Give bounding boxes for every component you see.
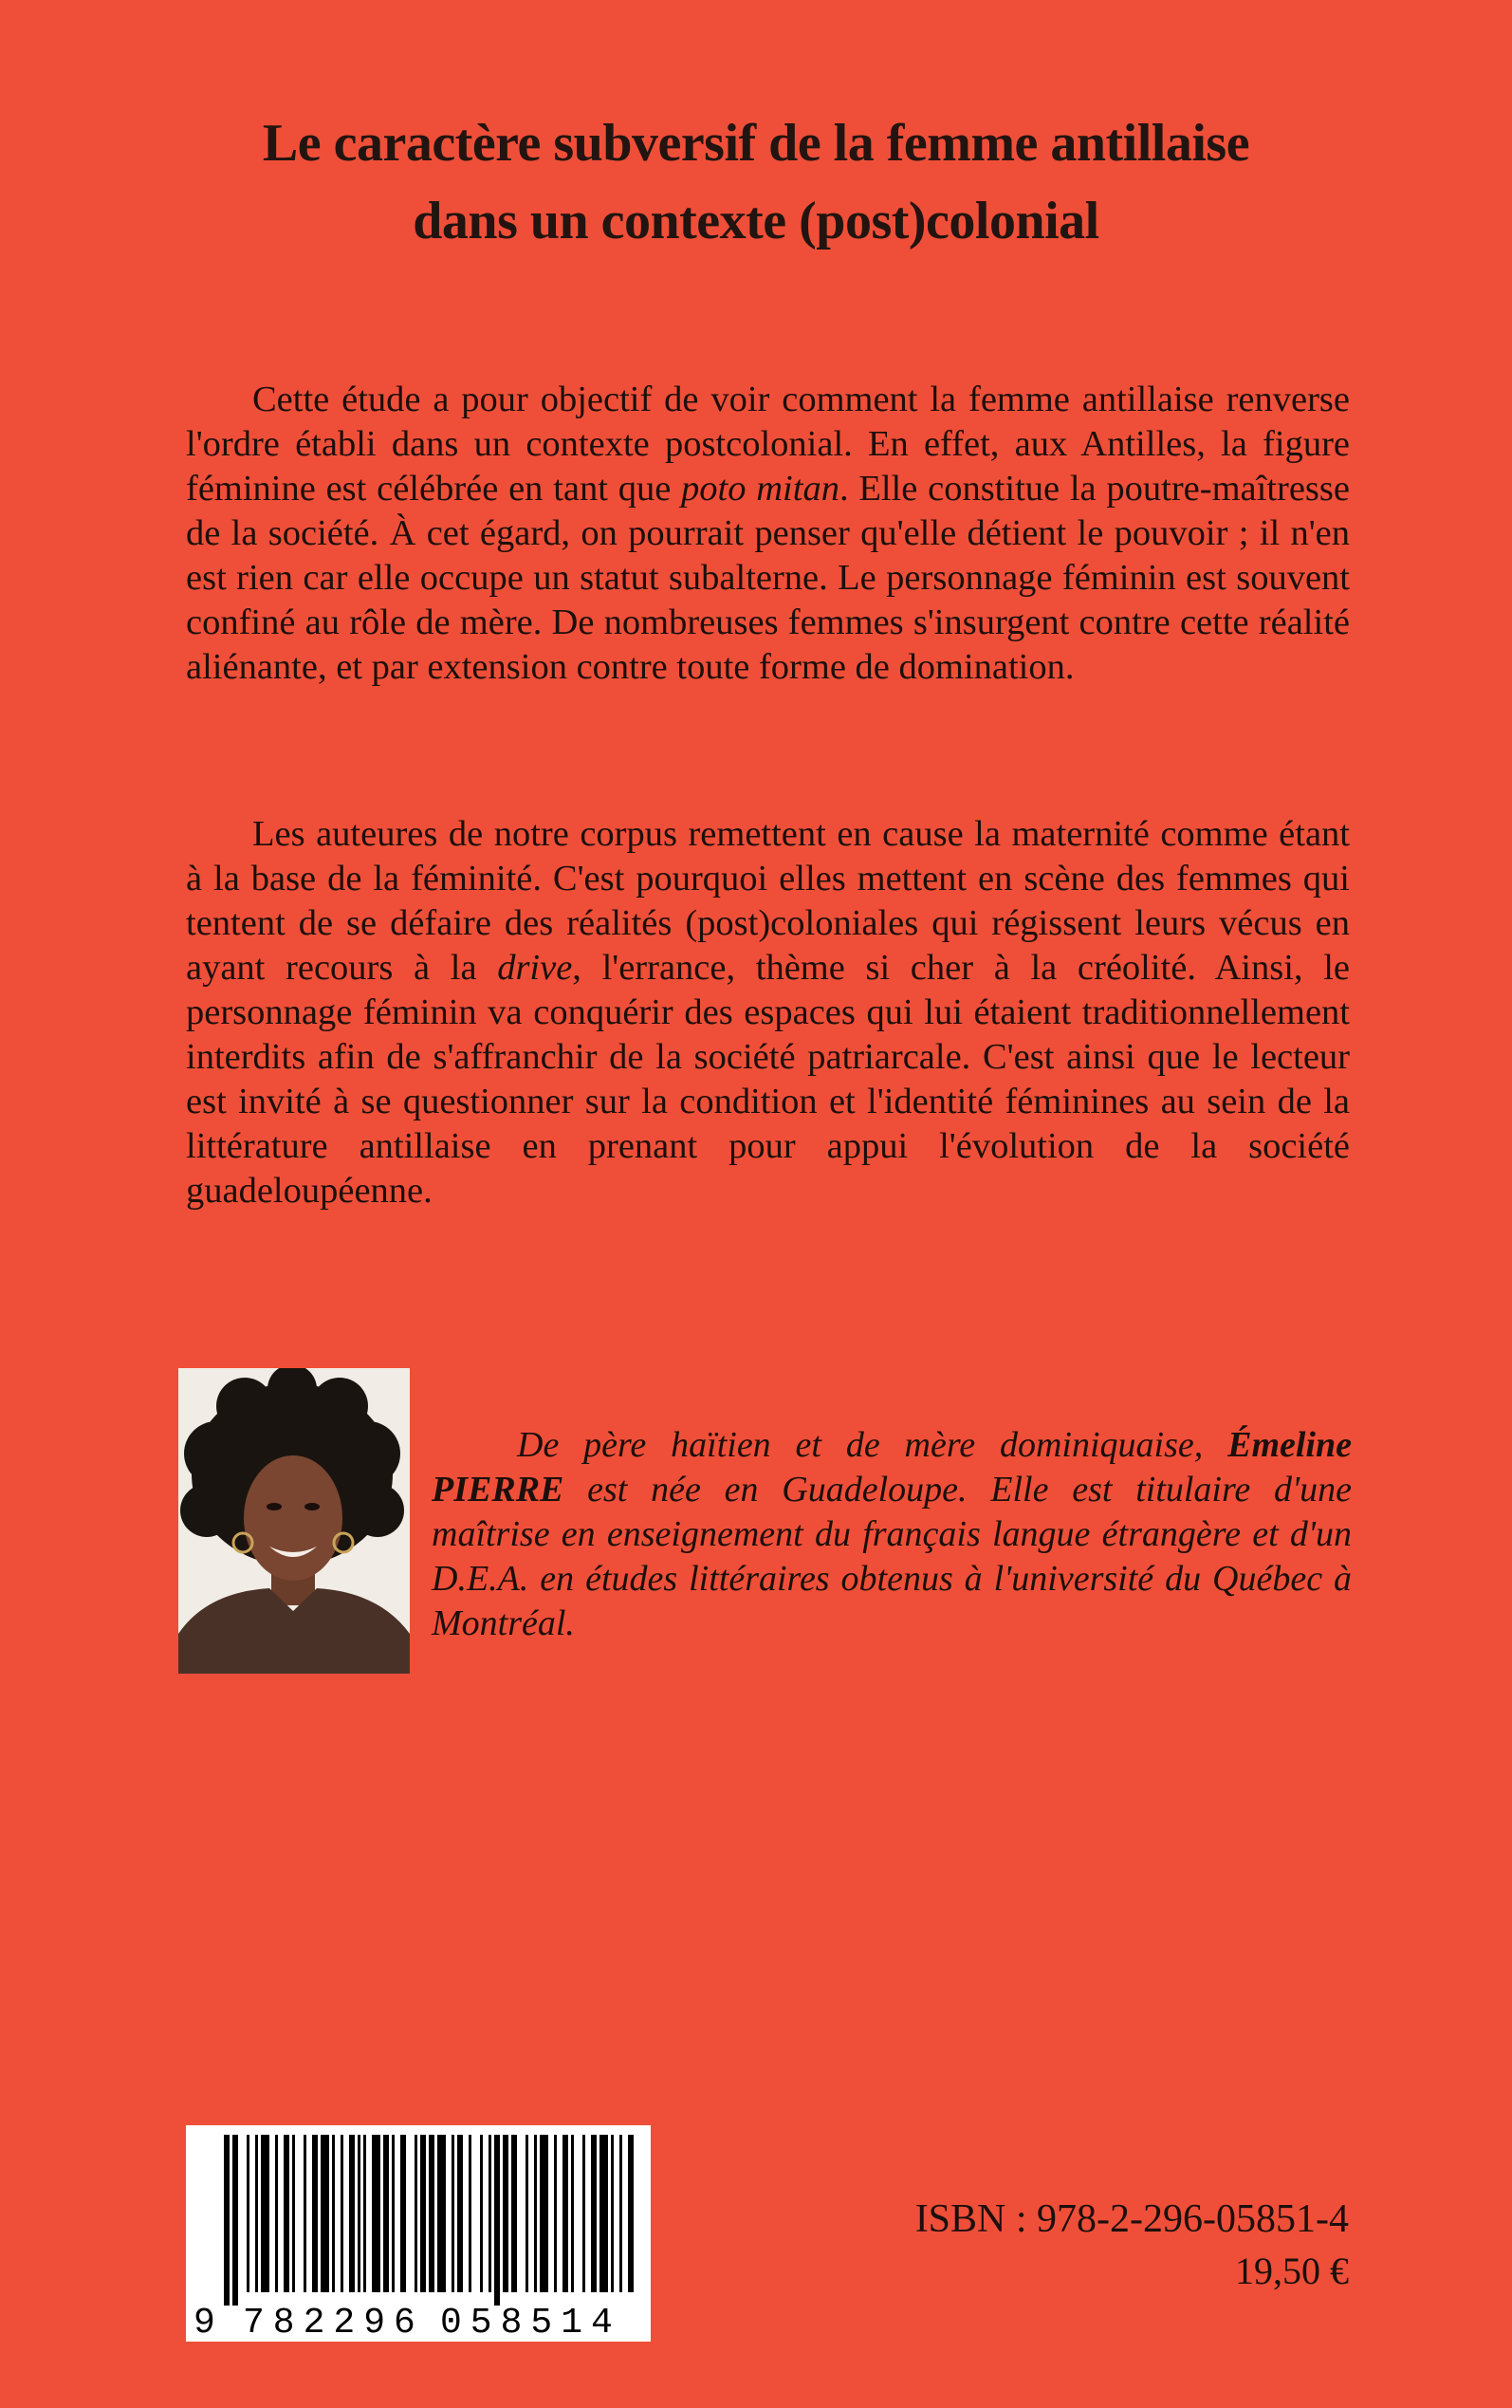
summary-p2-text-b: , l'errance, thème si cher à la créolité. Ainsi, le personnage féminin va conquérir des espaces qui lui étaient traditionnellement interdits afin de s'affranchir de la société patriarcale. C'est ainsi que le lecteur est invité à se questionner sur la condition et l'identité féminines au sein de la littérature antillaise en prenant pour appui l'évolution de la société guadeloupéenne.	[186, 948, 1350, 1211]
summary-p2-emphasis: drive	[497, 948, 573, 988]
barcode-bar	[611, 2135, 614, 2292]
summary-p1-text-a: Cette étude a pour objectif de voir comment la femme antillaise renverse l'ordre établi dans un contexte postcolonial. En effet, aux Antilles, la figure féminine est célébrée en tant que	[186, 380, 1350, 509]
barcode-bar	[392, 2135, 395, 2292]
barcode-bar	[429, 2135, 434, 2292]
barcode-bar	[599, 2135, 608, 2292]
barcode-bar	[349, 2135, 355, 2292]
barcode-bar	[582, 2135, 585, 2292]
barcode-bar	[571, 2135, 574, 2292]
barcode-bar	[457, 2135, 463, 2292]
barcode-bars	[224, 2135, 634, 2306]
barcode-bar	[312, 2135, 318, 2292]
summary-paragraph-1	[186, 378, 1350, 690]
barcode-digits-left: 782296	[243, 2303, 424, 2342]
barcode-bar	[383, 2135, 389, 2292]
barcode-bar	[489, 2135, 491, 2292]
barcode-bar	[554, 2135, 557, 2292]
barcode-bar	[480, 2135, 483, 2292]
barcode-bar	[332, 2135, 335, 2292]
author-photo	[178, 1368, 410, 1674]
barcode-bar	[415, 2135, 417, 2292]
author-portrait-illustration	[178, 1368, 410, 1674]
barcode-bar	[534, 2135, 537, 2292]
author-name: Émeline PIERRE	[432, 1425, 1352, 1510]
summary-p1-text-b: . Elle constitue la poutre-maîtresse de la société. À cet égard, on pourrait penser qu'elle détient le pouvoir ; il n'en est rien car elle occupe un statut subalterne. Le personnage féminin est souvent confiné au rôle de mère. De nombreuses femmes s'insurgent contre cette réalité aliénante, et par extension contre toute forme de domination.	[186, 469, 1350, 687]
barcode-bar	[628, 2135, 634, 2292]
barcode-bar	[562, 2135, 568, 2292]
title-line-1: Le caractère subversif de la femme antillaise	[262, 114, 1250, 173]
barcode-bar	[437, 2135, 446, 2292]
barcode-bar	[247, 2135, 249, 2292]
barcode	[186, 2125, 651, 2342]
summary-p1-emphasis: poto mitan	[681, 469, 839, 509]
barcode-bar	[469, 2135, 471, 2292]
barcode-bar	[494, 2135, 500, 2306]
barcode-bar	[526, 2135, 528, 2292]
barcode-bar	[452, 2135, 454, 2292]
barcode-bar	[619, 2135, 622, 2292]
author-bio	[432, 1423, 1352, 1646]
barcode-bar	[372, 2135, 380, 2292]
barcode-bar	[511, 2135, 517, 2292]
barcode-bar	[224, 2135, 230, 2306]
title-line-2: dans un contexte (post)colonial	[413, 192, 1099, 250]
barcode-digit-first: 9	[194, 2303, 215, 2342]
barcode-bar	[292, 2135, 295, 2292]
author-bio-text-b: est née en Guadeloupe. Elle est titulaire d'une maîtrise en enseignement du français langue étrangère et d'un D.E.A. en études littéraires obtenus à l'université du Québec à Montréal.	[432, 1470, 1352, 1643]
barcode-digits-right: 058514	[440, 2303, 621, 2342]
barcode-bar	[232, 2135, 238, 2306]
barcode-bar	[255, 2135, 258, 2292]
barcode-bar	[591, 2135, 597, 2292]
barcode-bar	[321, 2135, 329, 2292]
barcode-bar	[363, 2135, 366, 2292]
barcode-bar	[420, 2135, 426, 2292]
summary-p2-text-a: Les auteures de notre corpus remettent en cause la maternité comme étant à la base de la féminité. C'est pourquoi elles mettent en scène des femmes qui tentent de se défaire des réalités (post)coloniales qui régissent leurs vécus en ayant recours à la	[186, 814, 1350, 988]
barcode-bar	[275, 2135, 278, 2292]
isbn-number: ISBN : 978-2-296-05851-4	[914, 2197, 1349, 2241]
barcode-bar	[540, 2135, 548, 2292]
price: 19,50 €	[1235, 2250, 1349, 2292]
barcode-bar	[358, 2135, 360, 2292]
barcode-bar	[400, 2135, 406, 2292]
barcode-bar	[261, 2135, 269, 2292]
barcode-bar	[503, 2135, 508, 2292]
summary-paragraph-2	[186, 812, 1350, 1213]
author-bio-text-a: De père haïtien et de mère dominiquaise,	[517, 1425, 1228, 1465]
barcode-bar	[284, 2135, 289, 2292]
barcode-bar	[304, 2135, 306, 2292]
barcode-bar	[341, 2135, 343, 2292]
book-title	[114, 104, 1398, 260]
barcode-graphic	[186, 2125, 651, 2342]
